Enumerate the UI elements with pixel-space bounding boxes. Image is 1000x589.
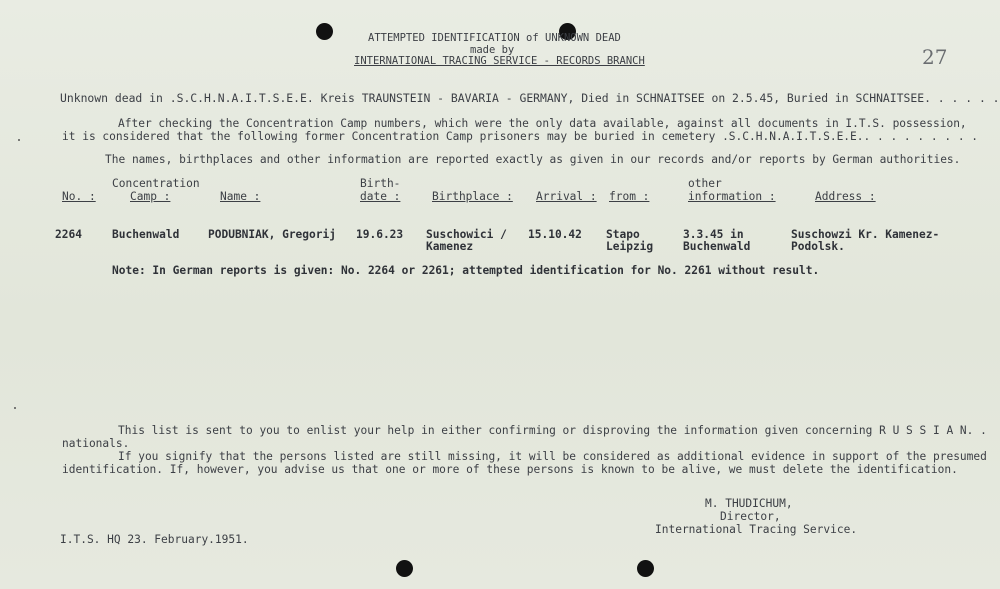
table-note: Note: In German reports is given: No. 2264 or 2261; attempted identification for No. 2261 without result. — [112, 264, 820, 277]
header-name: Name : — [220, 190, 261, 203]
header-organization: INTERNATIONAL TRACING SERVICE - RECORDS BRANCH — [354, 55, 645, 67]
signature-title: Director, — [720, 510, 781, 523]
row-other-line1: 3.3.45 in — [683, 228, 744, 241]
intro-paragraph-2: The names, birthplaces and other information are reported exactly as given in our records and/or reports by German authorities. — [105, 153, 961, 166]
row-birthplace-line1: Suschowici / — [426, 228, 507, 241]
speck — [14, 407, 16, 409]
header-camp: Camp : — [130, 190, 171, 203]
intro-paragraph-line1: After checking the Concentration Camp numbers, which were the only data available, against all documents in I.T.S. possession, — [118, 117, 967, 130]
speck — [18, 139, 20, 141]
footer-paragraph2-line2: identification. If, however, you advise us that one or more of these persons is known to be alive, we must delete the identification. — [62, 463, 958, 476]
page-number: 27 — [922, 45, 948, 69]
row-name: PODUBNIAK, Gregorij — [208, 228, 336, 241]
signature-organization: International Tracing Service. — [655, 523, 858, 536]
row-no: 2264 — [55, 228, 82, 241]
unknown-dead-line: Unknown dead in .S.C.H.N.A.I.T.S.E.E. Kreis TRAUNSTEIN - BAVARIA - GERMANY, Died in SCHNAITSEE on 2.5.45, Buried in SCHNAITSEE. . . . . . — [60, 91, 1000, 105]
signature-name: M. THUDICHUM, — [705, 497, 793, 510]
row-birthplace-line2: Kamenez — [426, 240, 474, 253]
punch-hole-bottom-right — [637, 560, 654, 577]
header-camp-top: Concentration — [112, 177, 200, 190]
row-camp: Buchenwald — [112, 228, 180, 241]
header-address: Address : — [815, 190, 876, 203]
header-subtitle: made by — [470, 44, 515, 56]
date-line: I.T.S. HQ 23. February.1951. — [60, 533, 249, 546]
row-from-line1: Stapo — [606, 228, 640, 241]
header-title: ATTEMPTED IDENTIFICATION of UNKNOWN DEAD — [368, 32, 621, 44]
footer-paragraph-line1: This list is sent to you to enlist your help in either confirming or disproving the information given concerning R U S S I A N. . — [118, 424, 987, 437]
row-from-line2: Leipzig — [606, 240, 654, 253]
header-other: information : — [688, 190, 776, 203]
footer-paragraph-line2: nationals. — [62, 437, 130, 450]
header-no: No. : — [62, 190, 96, 203]
header-birth-top: Birth- — [360, 177, 401, 190]
header-birthdate: date : — [360, 190, 401, 203]
header-birthplace: Birthplace : — [432, 190, 513, 203]
row-address-line1: Suschowzi Kr. Kamenez- — [791, 228, 940, 241]
row-arrival: 15.10.42 — [528, 228, 582, 241]
punch-hole-bottom-left — [396, 560, 413, 577]
punch-hole-top-left — [316, 23, 333, 40]
row-address-line2: Podolsk. — [791, 240, 845, 253]
header-arrival: Arrival : — [536, 190, 597, 203]
row-other-line2: Buchenwald — [683, 240, 751, 253]
header-from: from : — [609, 190, 650, 203]
row-birthdate: 19.6.23 — [356, 228, 404, 241]
intro-paragraph-line2: it is considered that the following former Concentration Camp prisoners may be buried in cemetery .S.C.H.N.A.I.T.S.E.E.. . . . . . . . . — [62, 130, 979, 143]
footer-paragraph2-line1: If you signify that the persons listed are still missing, it will be considered as additional evidence in support of the presumed — [118, 450, 987, 463]
header-other-top: other — [688, 177, 722, 190]
